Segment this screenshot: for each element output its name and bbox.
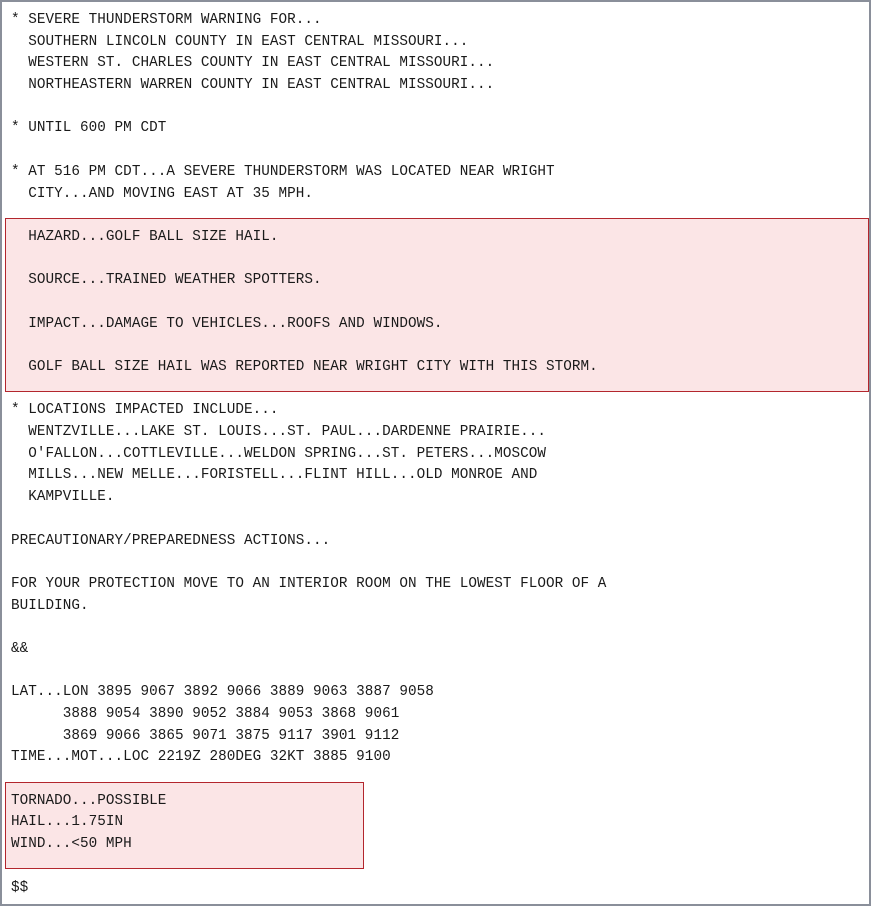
text-line (2, 379, 869, 401)
text-line: HAIL...1.75IN (11, 814, 124, 831)
text-line (2, 769, 869, 791)
text-line: SOUTHERN LINCOLN COUNTY IN EAST CENTRAL MISSOURI... (11, 33, 469, 50)
text-line: * SEVERE THUNDERSTORM WARNING FOR... (11, 12, 322, 28)
text-line: KAMPVILLE. (11, 489, 115, 506)
text-line (2, 552, 869, 574)
text-line: && (11, 640, 29, 657)
text-line: SOURCE...TRAINED WEATHER SPOTTERS. (11, 272, 322, 289)
text-line: IMPACT...DAMAGE TO VEHICLES...ROOFS AND WINDOWS. (11, 315, 443, 332)
text-line (2, 509, 869, 531)
text-line (2, 661, 869, 683)
text-line: WENTZVILLE...LAKE ST. LOUIS...ST. PAUL...DARDENNE PRAIRIE... (11, 424, 547, 441)
text-line: O'FALLON...COTTLEVILLE...WELDON SPRING...ST. PETERS...MOSCOW (11, 445, 547, 462)
text-line: * AT 516 PM CDT...A SEVERE THUNDERSTORM WAS LOCATED NEAR WRIGHT (11, 163, 555, 180)
text-line: * UNTIL 600 PM CDT (11, 120, 167, 137)
text-line: TIME...MOT...LOC 2219Z 280DEG 32KT 3885 9100 (11, 749, 391, 766)
text-line: HAZARD...GOLF BALL SIZE HAIL. (11, 228, 279, 245)
text-line (2, 856, 869, 878)
text-line: GOLF BALL SIZE HAIL WAS REPORTED NEAR WRIGHT CITY WITH THIS STORM. (11, 359, 598, 375)
text-line: BUILDING. (11, 597, 89, 614)
text-line: FOR YOUR PROTECTION MOVE TO AN INTERIOR ROOM ON THE LOWEST FLOOR OF A (11, 575, 607, 592)
text-line: * LOCATIONS IMPACTED INCLUDE... (11, 402, 279, 419)
text-line (2, 97, 869, 119)
text-line: TORNADO...POSSIBLE (11, 792, 167, 809)
text-line (2, 292, 869, 314)
text-line (2, 205, 869, 227)
bulletin-text (2, 10, 869, 899)
text-line: LAT...LON 3895 9067 3892 9066 3889 9063 3887 9058 (11, 684, 434, 701)
text-line (2, 617, 869, 639)
text-line (2, 249, 869, 271)
text-line: 3888 9054 3890 9052 3884 9053 3868 9061 (11, 706, 400, 722)
text-line (2, 140, 869, 162)
text-line: $$ (11, 879, 29, 896)
text-line: WESTERN ST. CHARLES COUNTY IN EAST CENTRAL MISSOURI... (11, 55, 495, 72)
text-line (2, 335, 869, 357)
text-line: CITY...AND MOVING EAST AT 35 MPH. (11, 185, 314, 202)
text-line: WIND...<50 MPH (11, 836, 132, 853)
text-line: PRECAUTIONARY/PREPAREDNESS ACTIONS... (11, 532, 331, 549)
text-line: NORTHEASTERN WARREN COUNTY IN EAST CENTRAL MISSOURI... (11, 77, 495, 94)
text-line: MILLS...NEW MELLE...FORISTELL...FLINT HILL...OLD MONROE AND (11, 467, 538, 484)
text-line: 3869 9066 3865 9071 3875 9117 3901 9112 (11, 727, 400, 744)
